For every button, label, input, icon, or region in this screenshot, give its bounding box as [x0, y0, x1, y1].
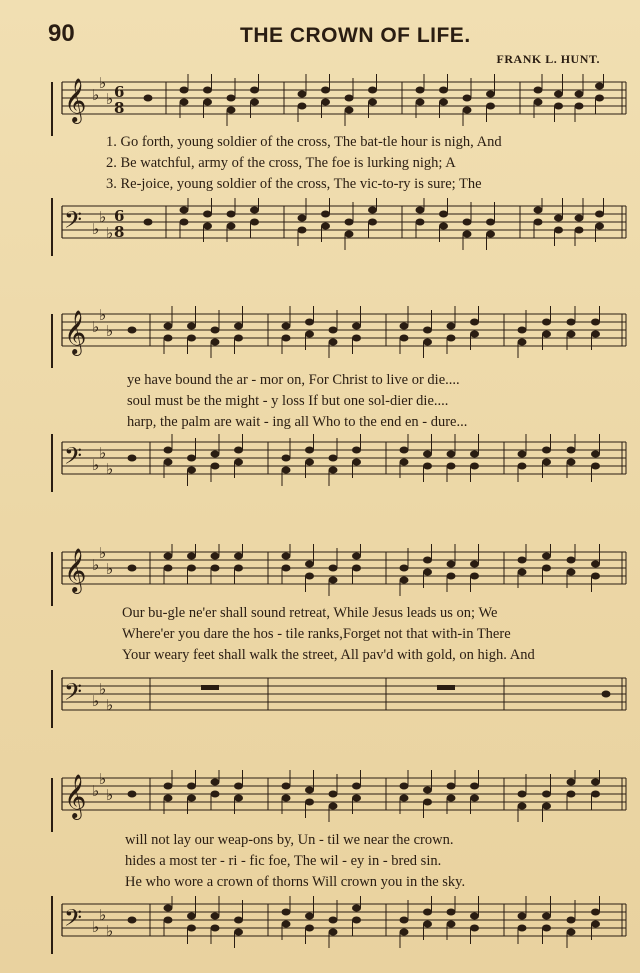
notehead	[298, 215, 307, 222]
notehead	[400, 323, 409, 330]
lyric-verse-1: 1. Go forth, young soldier of the cross, The bat-tle hour is nigh, And	[106, 134, 502, 150]
notehead	[542, 925, 551, 932]
notehead	[368, 219, 377, 226]
notehead	[542, 331, 551, 338]
notehead	[567, 459, 576, 466]
lyric-verse-2: soul must be the might - y loss If but one sol-dier die....	[127, 393, 449, 409]
notehead	[250, 219, 259, 226]
bass-staff-1	[0, 198, 640, 266]
notehead	[423, 921, 432, 928]
notehead	[423, 557, 432, 564]
notehead	[400, 795, 409, 802]
flat-icon: ♭	[99, 444, 107, 462]
notehead	[423, 463, 432, 470]
notehead	[329, 803, 338, 810]
notehead	[250, 87, 259, 94]
flat-icon: ♭	[99, 208, 107, 226]
notehead	[234, 565, 243, 572]
notehead	[298, 91, 307, 98]
time-signature-top: 6	[114, 83, 125, 101]
notehead	[470, 319, 479, 326]
flat-icon: ♭	[106, 224, 114, 242]
notehead	[305, 561, 314, 568]
notehead	[180, 207, 189, 214]
notehead	[187, 323, 196, 330]
notehead	[439, 87, 448, 94]
notehead	[486, 91, 495, 98]
flat-icon: ♭	[99, 770, 107, 788]
notehead	[591, 573, 600, 580]
notehead	[470, 783, 479, 790]
notehead	[518, 925, 527, 932]
notehead	[305, 331, 314, 338]
notehead	[128, 327, 137, 334]
notehead	[416, 207, 425, 214]
notehead	[575, 215, 584, 222]
notehead	[423, 799, 432, 806]
notehead	[534, 87, 543, 94]
notehead	[211, 327, 220, 334]
notehead	[542, 319, 551, 326]
notehead	[128, 791, 137, 798]
notehead	[518, 339, 527, 346]
notehead	[211, 791, 220, 798]
notehead	[423, 451, 432, 458]
notehead	[345, 219, 354, 226]
notehead	[447, 921, 456, 928]
notehead	[447, 561, 456, 568]
notehead	[282, 783, 291, 790]
notehead	[534, 99, 543, 106]
notehead	[227, 223, 236, 230]
notehead	[400, 459, 409, 466]
notehead	[329, 565, 338, 572]
bass-staff-3	[0, 670, 640, 738]
notehead	[554, 215, 563, 222]
notehead	[234, 783, 243, 790]
notehead	[164, 447, 173, 454]
notehead	[352, 323, 361, 330]
notehead	[567, 569, 576, 576]
flat-icon: ♭	[92, 782, 100, 800]
bass-clef-icon: 𝄢	[64, 904, 83, 937]
notehead	[470, 331, 479, 338]
notehead	[305, 787, 314, 794]
notehead	[211, 565, 220, 572]
notehead	[518, 803, 527, 810]
notehead	[329, 327, 338, 334]
notehead	[463, 95, 472, 102]
time-signature-bottom: 8	[114, 99, 125, 117]
notehead	[345, 107, 354, 114]
flat-icon: ♭	[106, 696, 114, 714]
notehead	[486, 231, 495, 238]
notehead	[305, 319, 314, 326]
notehead	[416, 99, 425, 106]
notehead	[518, 569, 527, 576]
notehead	[305, 799, 314, 806]
notehead	[542, 447, 551, 454]
notehead	[164, 917, 173, 924]
lyric-verse-3: He who wore a crown of thorns Will crown you in the sky.	[125, 874, 466, 890]
flat-icon: ♭	[92, 692, 100, 710]
flat-icon: ♭	[92, 556, 100, 574]
notehead	[567, 929, 576, 936]
notehead	[591, 319, 600, 326]
notehead	[447, 451, 456, 458]
notehead	[164, 795, 173, 802]
notehead	[187, 913, 196, 920]
notehead	[234, 929, 243, 936]
notehead	[463, 219, 472, 226]
notehead	[447, 463, 456, 470]
notehead	[234, 553, 243, 560]
notehead	[542, 803, 551, 810]
lyric-verse-3: Your weary feet shall walk the street, All pav'd with gold, on high. And	[122, 647, 535, 663]
notehead	[282, 455, 291, 462]
flat-icon: ♭	[106, 922, 114, 940]
notehead	[518, 557, 527, 564]
notehead	[518, 463, 527, 470]
notehead	[227, 211, 236, 218]
notehead	[234, 323, 243, 330]
notehead	[187, 467, 196, 474]
notehead	[180, 99, 189, 106]
notehead	[575, 91, 584, 98]
notehead	[595, 95, 604, 102]
notehead	[329, 339, 338, 346]
notehead	[128, 917, 137, 924]
notehead	[439, 211, 448, 218]
notehead	[542, 459, 551, 466]
notehead	[567, 779, 576, 786]
notehead	[542, 565, 551, 572]
notehead	[447, 783, 456, 790]
notehead	[575, 103, 584, 110]
notehead	[423, 909, 432, 916]
notehead	[164, 783, 173, 790]
notehead	[211, 339, 220, 346]
notehead	[298, 227, 307, 234]
flat-icon: ♭	[106, 322, 114, 340]
notehead	[400, 335, 409, 342]
flat-icon: ♭	[106, 90, 114, 108]
notehead	[591, 331, 600, 338]
notehead	[128, 565, 137, 572]
lyrics-block-4	[125, 830, 630, 893]
notehead	[602, 691, 611, 698]
notehead	[352, 795, 361, 802]
notehead	[595, 211, 604, 218]
notehead	[400, 565, 409, 572]
bass-clef-icon: 𝄢	[64, 442, 83, 475]
notehead	[164, 323, 173, 330]
notehead	[211, 925, 220, 932]
notehead	[416, 219, 425, 226]
notehead	[352, 783, 361, 790]
notehead	[282, 323, 291, 330]
notehead	[352, 447, 361, 454]
notehead	[567, 447, 576, 454]
notehead	[250, 207, 259, 214]
notehead	[282, 795, 291, 802]
flat-icon: ♭	[99, 906, 107, 924]
notehead	[470, 463, 479, 470]
notehead	[423, 339, 432, 346]
notehead	[518, 913, 527, 920]
notehead	[463, 231, 472, 238]
lyric-verse-3: harp, the palm are wait - ing all Who to the end en - dure...	[127, 414, 468, 430]
notehead	[329, 467, 338, 474]
notehead	[234, 795, 243, 802]
notehead	[180, 219, 189, 226]
notehead	[486, 219, 495, 226]
notehead	[542, 913, 551, 920]
notehead	[305, 573, 314, 580]
notehead	[187, 795, 196, 802]
notehead	[234, 459, 243, 466]
notehead	[542, 791, 551, 798]
notehead	[447, 335, 456, 342]
notehead	[368, 87, 377, 94]
lyric-verse-2: Where'er you dare the hos - tile ranks,Forget not that with-in There	[122, 626, 511, 642]
notehead	[187, 783, 196, 790]
notehead	[518, 451, 527, 458]
notehead	[203, 223, 212, 230]
notehead	[203, 87, 212, 94]
notehead	[282, 921, 291, 928]
notehead	[591, 451, 600, 458]
notehead	[187, 925, 196, 932]
notehead	[575, 227, 584, 234]
notehead	[144, 95, 153, 102]
notehead	[305, 913, 314, 920]
flat-icon: ♭	[106, 560, 114, 578]
notehead	[470, 795, 479, 802]
notehead	[352, 553, 361, 560]
notehead	[234, 447, 243, 454]
notehead	[591, 909, 600, 916]
treble-clef-icon: 𝄞	[64, 310, 87, 354]
notehead	[321, 211, 330, 218]
notehead	[352, 905, 361, 912]
notehead	[305, 459, 314, 466]
notehead	[534, 207, 543, 214]
notehead	[352, 917, 361, 924]
treble-staff-3	[0, 544, 640, 606]
bass-clef-icon: 𝄢	[64, 678, 83, 711]
notehead	[211, 463, 220, 470]
flat-icon: ♭	[92, 918, 100, 936]
notehead	[305, 925, 314, 932]
notehead	[400, 929, 409, 936]
notehead	[470, 451, 479, 458]
notehead	[400, 783, 409, 790]
notehead	[591, 463, 600, 470]
page-number: 90	[48, 20, 75, 47]
notehead	[567, 791, 576, 798]
notehead	[164, 335, 173, 342]
notehead	[187, 335, 196, 342]
notehead	[187, 455, 196, 462]
lyric-verse-1: Our bu-gle ne'er shall sound retreat, While Jesus leads us on; We	[122, 605, 498, 621]
flat-icon: ♭	[106, 460, 114, 478]
lyric-verse-2: hides a most ter - ri - fic foe, The wil - ey in - bred sin.	[125, 853, 442, 869]
notehead	[352, 335, 361, 342]
lyric-verse-1: ye have bound the ar - mor on, For Christ to live or die....	[127, 372, 460, 388]
notehead	[423, 569, 432, 576]
notehead	[211, 779, 220, 786]
notehead	[554, 91, 563, 98]
notehead	[447, 795, 456, 802]
lyric-verse-1: will not lay our weap-ons by, Un - til we near the crown.	[125, 832, 454, 848]
notehead	[470, 925, 479, 932]
flat-icon: ♭	[92, 456, 100, 474]
notehead	[595, 223, 604, 230]
lyric-verse-3: 3. Re-joice, young soldier of the cross, The vic-to-ry is sure; The	[106, 176, 482, 192]
notehead	[352, 565, 361, 572]
treble-staff-1	[0, 74, 640, 136]
notehead	[345, 231, 354, 238]
notehead	[282, 909, 291, 916]
notehead	[164, 459, 173, 466]
notehead	[567, 557, 576, 564]
notehead	[591, 921, 600, 928]
notehead	[591, 561, 600, 568]
notehead	[554, 227, 563, 234]
flat-icon: ♭	[99, 74, 107, 92]
hymn-title: THE CROWN OF LIFE.	[240, 24, 471, 47]
notehead	[542, 553, 551, 560]
bass-staff-2	[0, 434, 640, 502]
notehead	[329, 455, 338, 462]
flat-icon: ♭	[106, 786, 114, 804]
notehead	[423, 787, 432, 794]
notehead	[211, 553, 220, 560]
notehead	[282, 467, 291, 474]
notehead	[439, 223, 448, 230]
notehead	[329, 577, 338, 584]
notehead	[400, 447, 409, 454]
notehead	[164, 553, 173, 560]
notehead	[368, 99, 377, 106]
notehead	[203, 99, 212, 106]
notehead	[518, 791, 527, 798]
notehead	[400, 577, 409, 584]
notehead	[321, 87, 330, 94]
notehead	[470, 573, 479, 580]
notehead	[591, 791, 600, 798]
notehead	[211, 451, 220, 458]
notehead	[305, 447, 314, 454]
notehead	[282, 335, 291, 342]
notehead	[234, 335, 243, 342]
notehead	[227, 107, 236, 114]
notehead	[298, 103, 307, 110]
notehead	[567, 917, 576, 924]
notehead	[534, 219, 543, 226]
notehead	[567, 331, 576, 338]
notehead	[144, 219, 153, 226]
notehead	[282, 565, 291, 572]
flat-icon: ♭	[99, 306, 107, 324]
notehead	[227, 95, 236, 102]
notehead	[470, 913, 479, 920]
lyrics-block-1	[106, 132, 611, 195]
notehead	[180, 87, 189, 94]
treble-clef-icon: 𝄞	[64, 78, 87, 122]
treble-clef-icon: 𝄞	[64, 774, 87, 818]
treble-clef-icon: 𝄞	[64, 548, 87, 592]
notehead	[439, 99, 448, 106]
notehead	[321, 99, 330, 106]
flat-icon: ♭	[92, 220, 100, 238]
notehead	[368, 207, 377, 214]
notehead	[164, 905, 173, 912]
time-signature-bottom: 8	[114, 223, 125, 241]
notehead	[447, 573, 456, 580]
notehead	[203, 211, 212, 218]
lyrics-block-2	[127, 370, 632, 433]
lyrics-block-3	[122, 603, 627, 666]
lyric-verse-2: 2. Be watchful, army of the cross, The foe is lurking nigh; A	[106, 155, 456, 171]
notehead	[321, 223, 330, 230]
notehead	[554, 103, 563, 110]
treble-staff-2	[0, 306, 640, 368]
time-signature-top: 6	[114, 207, 125, 225]
notehead	[400, 917, 409, 924]
notehead	[211, 913, 220, 920]
notehead	[416, 87, 425, 94]
notehead	[352, 459, 361, 466]
notehead	[250, 99, 259, 106]
bass-clef-icon: 𝄢	[64, 206, 83, 239]
notehead	[345, 95, 354, 102]
notehead	[595, 83, 604, 90]
notehead	[447, 323, 456, 330]
notehead	[486, 103, 495, 110]
notehead	[234, 917, 243, 924]
notehead	[282, 553, 291, 560]
notehead	[447, 909, 456, 916]
notehead	[128, 455, 137, 462]
notehead	[463, 107, 472, 114]
bass-staff-4	[0, 896, 640, 964]
flat-icon: ♭	[99, 544, 107, 562]
notehead	[187, 565, 196, 572]
notehead	[470, 561, 479, 568]
treble-staff-4	[0, 770, 640, 832]
notehead	[423, 327, 432, 334]
notehead	[329, 917, 338, 924]
notehead	[567, 319, 576, 326]
notehead	[187, 553, 196, 560]
notehead	[329, 929, 338, 936]
notehead	[518, 327, 527, 334]
flat-icon: ♭	[99, 680, 107, 698]
notehead	[329, 791, 338, 798]
flat-icon: ♭	[92, 86, 100, 104]
notehead	[164, 565, 173, 572]
flat-icon: ♭	[92, 318, 100, 336]
composer-credit: FRANK L. HUNT.	[496, 52, 600, 66]
notehead	[591, 779, 600, 786]
